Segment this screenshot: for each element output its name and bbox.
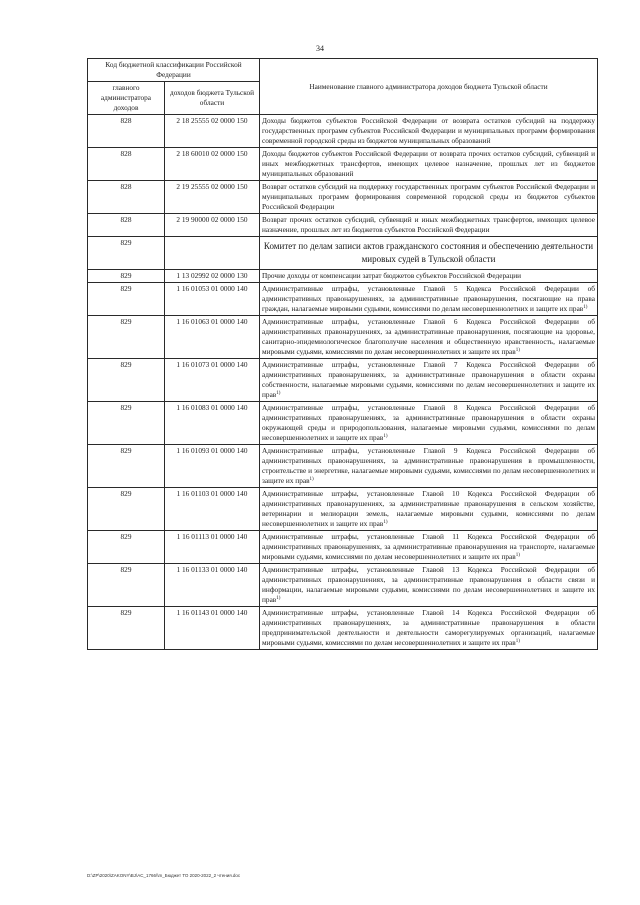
- admin-code-cell: 828: [88, 115, 165, 148]
- admin-code-cell: 829: [88, 531, 165, 564]
- income-name-cell: [260, 445, 598, 488]
- table-row: [88, 270, 598, 283]
- income-code-cell: [165, 237, 260, 270]
- table-row: [88, 359, 598, 402]
- table-row: [88, 148, 598, 181]
- table-row: [88, 531, 598, 564]
- admin-code-cell: 829: [88, 283, 165, 316]
- table-row: [88, 564, 598, 607]
- file-path-footer: D:\ZP\2020\ZAKONY\BJ\AC_1766\\m_Бюджет ТО 2020-2022_2 чтения.doc: [87, 873, 241, 878]
- budget-classification-table: [87, 58, 598, 650]
- income-name-cell: [260, 316, 598, 359]
- footnote-marker: 1): [383, 434, 388, 439]
- income-name-text: Доходы бюджетов субъектов Российской Федерации от возврата остатков субсидий на поддержку государственных программ субъектов Российской Федерации и муниципальных программ формирования современной городской среды из бюджетов муниципальных образований: [262, 116, 596, 145]
- income-name-text: Административные штрафы, установленные Главой 14 Кодекса Российской Федерации об административных правонарушениях, за административные правонарушения в области предпринимательской деятельности и деятельности саморегулируемых организаций, налагаемые мировыми судьями, комиссиями по делам несовершеннолетних и защите их прав: [262, 608, 596, 647]
- income-name-cell: [260, 402, 598, 445]
- income-name-text: Административные штрафы, установленные Главой 5 Кодекса Российской Федерации об административных правонарушениях, за административные правонарушения, посягающие на права граждан, налагаемые мировыми судьями, комиссиями по делам несовершеннолетних и защите их прав: [262, 284, 596, 313]
- footnote-marker: 1): [515, 639, 520, 644]
- income-code-cell: 1 16 01053 01 0000 140: [165, 283, 260, 316]
- table-row: [88, 283, 598, 316]
- income-code-cell: 1 16 01133 01 0000 140: [165, 564, 260, 607]
- organization-row: [88, 237, 598, 270]
- income-code-cell: 1 16 01143 01 0000 140: [165, 607, 260, 650]
- income-name-cell: [260, 270, 598, 283]
- footnote-marker: 1): [515, 553, 520, 558]
- admin-code-cell: 829: [88, 564, 165, 607]
- income-code-cell: 2 18 60010 02 0000 150: [165, 148, 260, 181]
- admin-code-cell: 829: [88, 316, 165, 359]
- income-name-text: Прочие доходы от компенсации затрат бюджетов субъектов Российской Федерации: [262, 271, 522, 280]
- income-code-cell: 2 19 25555 02 0000 150: [165, 181, 260, 214]
- footnote-marker: 1): [583, 305, 588, 310]
- income-code-cell: 1 16 01083 01 0000 140: [165, 402, 260, 445]
- income-code-cell: 1 16 01113 01 0000 140: [165, 531, 260, 564]
- admin-code-cell: 829: [88, 488, 165, 531]
- income-name-text: Возврат прочих остатков субсидий, субвенций и иных межбюджетных трансфертов, имеющих целевое назначение, прошлых лет из бюджетов субъектов Российской Федерации: [262, 215, 596, 234]
- admin-code-cell: 829: [88, 402, 165, 445]
- admin-code-cell: 829: [88, 359, 165, 402]
- income-code-cell: 1 16 01103 01 0000 140: [165, 488, 260, 531]
- table-header-row: [88, 59, 598, 82]
- income-name-cell: [260, 488, 598, 531]
- admin-code-cell: 828: [88, 148, 165, 181]
- organization-name-cell: [260, 237, 598, 270]
- income-name-text: Административные штрафы, установленные Главой 6 Кодекса Российской Федерации об административных правонарушениях, за административные правонарушения, посягающие на здоровье, санитарно-эпидемиологическое благополучие населения и общественную нравственность, налагаемые мировыми судьями, комиссиями по делам несовершеннолетних и защите их прав: [262, 317, 596, 356]
- page-number: 34: [316, 44, 324, 53]
- footnote-marker: 1): [383, 520, 388, 525]
- table-row: [88, 316, 598, 359]
- header-admin: главного администратора доходов: [88, 82, 165, 115]
- admin-code-cell: 828: [88, 181, 165, 214]
- income-name-cell: [260, 531, 598, 564]
- table-row: [88, 402, 598, 445]
- income-name-text: Комитет по делам записи актов гражданского состояния и обеспечению деятельности мировых судей в Тульской области: [263, 241, 594, 264]
- footnote-marker: 1): [309, 477, 314, 482]
- footnote-marker: 1): [276, 596, 281, 601]
- footnote-marker: 1): [515, 348, 520, 353]
- income-name-cell: [260, 607, 598, 650]
- income-code-cell: 1 16 01063 01 0000 140: [165, 316, 260, 359]
- income-code-cell: 1 13 02992 02 0000 130: [165, 270, 260, 283]
- income-name-text: Возврат остатков субсидий на поддержку государственных программ субъектов Российской Федерации и муниципальных программ формирования современной городской среды из бюджетов субъектов Российской Федерации: [262, 182, 596, 211]
- income-name-cell: [260, 181, 598, 214]
- income-code-cell: 1 16 01093 01 0000 140: [165, 445, 260, 488]
- table-body: [88, 115, 598, 650]
- income-name-text: Административные штрафы, установленные Главой 11 Кодекса Российской Федерации об административных правонарушениях, за административные правонарушения на транспорте, налагаемые мировыми судьями, комиссиями по делам несовершеннолетних и защите их прав: [262, 532, 596, 561]
- admin-code-cell: 829: [88, 607, 165, 650]
- table-row: [88, 181, 598, 214]
- table-row: [88, 607, 598, 650]
- table-row: [88, 214, 598, 237]
- table-row: [88, 445, 598, 488]
- income-name-text: Доходы бюджетов субъектов Российской Федерации от возврата прочих остатков субсидий, субвенций и иных межбюджетных трансфертов, имеющих целевое назначение, прошлых лет из бюджетов муниципальных образований: [262, 149, 596, 178]
- table-row: [88, 488, 598, 531]
- header-income: доходов бюджета Тульской области: [165, 82, 260, 115]
- income-name-cell: [260, 115, 598, 148]
- income-name-cell: [260, 283, 598, 316]
- admin-code-cell: 829: [88, 237, 165, 270]
- footnote-marker: 1): [276, 391, 281, 396]
- income-code-cell: 2 18 25555 02 0000 150: [165, 115, 260, 148]
- income-name-text: Административные штрафы, установленные Главой 8 Кодекса Российской Федерации об административных правонарушениях, за административные правонарушения в области охраны окружающей среды и природопользования, налагаемые мировыми судьями, комиссиями по делам несовершеннолетних и защите их прав: [262, 403, 596, 442]
- admin-code-cell: 829: [88, 270, 165, 283]
- admin-code-cell: 828: [88, 214, 165, 237]
- header-bk-code: Код бюджетной классификации Российской Федерации: [88, 59, 260, 82]
- income-name-cell: [260, 359, 598, 402]
- table-row: [88, 115, 598, 148]
- income-name-cell: [260, 214, 598, 237]
- header-name: Наименование главного администратора доходов бюджета Тульской области: [260, 59, 598, 115]
- income-code-cell: 1 16 01073 01 0000 140: [165, 359, 260, 402]
- income-name-text: Административные штрафы, установленные Главой 13 Кодекса Российской Федерации об административных правонарушениях, за административные правонарушения в области связи и информации, налагаемые мировыми судьями, комиссиями по делам несовершеннолетних и защите их прав: [262, 565, 596, 604]
- income-name-text: Административные штрафы, установленные Главой 7 Кодекса Российской Федерации об административных правонарушениях, за административные правонарушения в области охраны собственности, налагаемые мировыми судьями, комиссиями по делам несовершеннолетних и защите их прав: [262, 360, 596, 399]
- admin-code-cell: 829: [88, 445, 165, 488]
- income-name-cell: [260, 148, 598, 181]
- income-name-text: Административные штрафы, установленные Главой 10 Кодекса Российской Федерации об административных правонарушениях, за административные правонарушения в сельском хозяйстве, ветеринарии и мелиорации земель, налагаемые мировыми судьями, комиссиями по делам несовершеннолетних и защите их прав: [262, 489, 596, 528]
- income-code-cell: 2 19 90000 02 0000 150: [165, 214, 260, 237]
- income-name-cell: [260, 564, 598, 607]
- income-name-text: Административные штрафы, установленные Главой 9 Кодекса Российской Федерации об административных правонарушениях, за административные правонарушения в промышленности, строительстве и энергетике, налагаемые мировыми судьями, комиссиями по делам несовершеннолетних и защите их прав: [262, 446, 596, 485]
